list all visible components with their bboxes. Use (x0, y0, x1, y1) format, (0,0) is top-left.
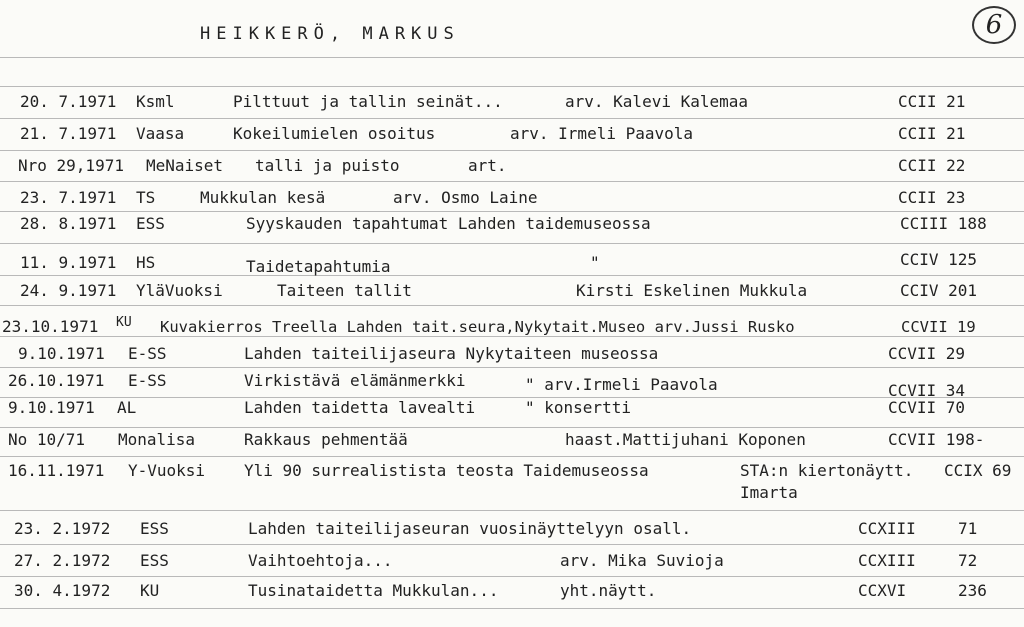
entry-title: Tusinataidetta Mukkulan... (248, 581, 499, 600)
entry-date: 28. 8.1971 (20, 214, 117, 233)
entry-source: HS (136, 253, 156, 272)
entry-date: 30. 4.1972 (14, 581, 111, 600)
entry-title: Lahden taidetta lavealti (244, 398, 476, 417)
entry-source: ESS (140, 551, 169, 570)
entry-date: 26.10.1971 (8, 371, 105, 390)
table-row (0, 250, 1024, 284)
entry-ref: CCVII 34 (888, 381, 966, 400)
entry-note: art. (468, 156, 507, 175)
entry-ref-number: 71 (958, 519, 978, 538)
entry-title: Kokeilumielen osoitus (233, 124, 436, 143)
table-row (0, 552, 1024, 582)
entry-ref-number: 236 (958, 581, 987, 600)
entry-date: 27. 2.1972 (14, 551, 111, 570)
entry-title: Syyskauden tapahtumat Lahden taidemuseossa (246, 214, 651, 233)
entry-date: 24. 9.1971 (20, 281, 117, 300)
entry-date: 20. 7.1971 (20, 92, 117, 111)
entry-date: 21. 7.1971 (20, 124, 117, 143)
table-row (0, 372, 1024, 402)
entry-title: Mukkulan kesä (200, 188, 326, 207)
entry-ref: CCIV 125 (900, 250, 978, 269)
page-title: HEIKKERÖ, MARKUS (200, 24, 460, 44)
entry-ref: CCII 23 (898, 188, 966, 207)
entry-source (116, 314, 132, 332)
entry-ref: CCVII 70 (888, 398, 966, 417)
entry-ref: CCXIII (858, 519, 916, 538)
entry-source: Monalisa (118, 430, 196, 449)
entry-title: Lahden taiteilijaseuran vuosinäyttelyyn osall. (248, 519, 692, 538)
entry-note: haast.Mattijuhani Koponen (565, 430, 806, 449)
entry-date: Nro 29,1971 (18, 156, 124, 175)
entry-source: YläVuoksi (136, 281, 223, 300)
entry-title: Rakkaus pehmentää (244, 430, 408, 449)
entry-note: arv. Mika Suvioja (560, 551, 724, 570)
table-row (0, 399, 1024, 429)
rule-line (0, 86, 1024, 87)
rule-line (0, 510, 1024, 511)
entry-date: 9.10.1971 (18, 344, 105, 363)
entry-ref: CCIII 188 (900, 214, 987, 233)
entry-ref: CCIV 201 (900, 281, 978, 300)
entry-ref: CCVII 19 (901, 318, 976, 336)
entry-date: 16.11.1971 (8, 461, 105, 480)
entry-title: Lahden taiteilijaseura Nykytaiteen museossa (244, 344, 659, 363)
entry-source: ESS (140, 519, 169, 538)
table-row (0, 520, 1024, 550)
entry-note: Kirsti Eskelinen Mukkula (576, 281, 808, 300)
table-row (0, 431, 1024, 461)
entry-ref: CCXIII (858, 551, 916, 570)
entry-source: Y-Vuoksi (128, 461, 206, 480)
table-row (0, 93, 1024, 123)
entry-ref: CCII 21 (898, 92, 966, 111)
entry-title: Pilttuut ja tallin seinät... (233, 92, 503, 111)
entry-ref: CCVII 29 (888, 344, 966, 363)
entry-source: E-SS (128, 371, 167, 390)
entry-title: Taidetapahtumia (246, 257, 391, 276)
entry-date: 9.10.1971 (8, 398, 95, 417)
entry-source: TS (136, 188, 156, 207)
entry-source: AL (117, 398, 137, 417)
entry-source: Ksml (136, 92, 175, 111)
entry-date: 23.10.1971 (2, 317, 99, 336)
entry-ref: CCXVI (858, 581, 907, 600)
handwritten-source-stamp: KU (116, 315, 132, 330)
entry-ref: CCII 22 (898, 156, 966, 175)
entry-note: " konsertti (525, 398, 631, 417)
entry-title: Taiteen tallit (277, 281, 412, 300)
entry-date: No 10/71 (8, 430, 86, 449)
entry-title: Vaihtoehtoja... (248, 551, 393, 570)
entry-source: KU (140, 581, 160, 600)
entry-note-line2: Imarta (740, 483, 798, 502)
table-row (0, 282, 1024, 312)
entry-note: arv. Irmeli Paavola (510, 124, 694, 143)
entry-ref: CCVII 198- (888, 430, 985, 449)
table-row (0, 125, 1024, 155)
rule-line (0, 57, 1024, 58)
entry-note: STA:n kiertonäytt. (740, 461, 914, 480)
entry-date: 11. 9.1971 (20, 253, 117, 272)
entry-source: ESS (136, 214, 165, 233)
table-row (0, 582, 1024, 612)
table-row (0, 462, 1024, 506)
entry-date: 23. 7.1971 (20, 188, 117, 207)
entry-source: E-SS (128, 344, 167, 363)
entry-date: 23. 2.1972 (14, 519, 111, 538)
table-row (0, 215, 1024, 245)
entry-source: MeNaiset (146, 156, 224, 175)
entry-ref: CCIX 69 (944, 461, 1012, 480)
entry-note: arv. Osmo Laine (393, 188, 538, 207)
entry-title: Virkistävä elämänmerkki (244, 371, 466, 390)
entry-note: arv. Kalevi Kalemaa (565, 92, 749, 111)
entry-note: yht.näytt. (560, 581, 657, 600)
entry-ref-number: 72 (958, 551, 978, 570)
entry-note: " (590, 253, 600, 272)
entry-title: Yli 90 surrealistista teosta Taidemuseossa (244, 461, 649, 480)
entry-source: Vaasa (136, 124, 185, 143)
table-row (0, 157, 1024, 187)
page-number: 6 (972, 6, 1016, 44)
entry-ref: CCII 21 (898, 124, 966, 143)
entry-title: talli ja puisto (255, 156, 400, 175)
entry-title: Kuvakierros Treella Lahden tait.seura,Nykytait.Museo arv.Jussi Rusko (160, 318, 795, 336)
entry-note: " arv.Irmeli Paavola (525, 375, 718, 394)
